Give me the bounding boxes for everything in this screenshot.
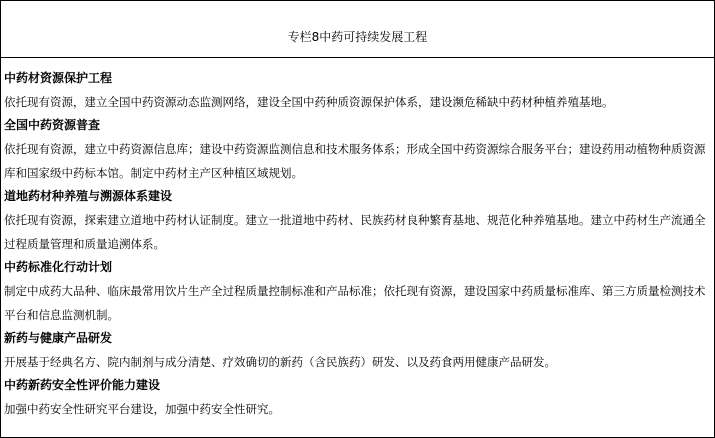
column-content [1,58,714,421]
section-body: 制定中成药大品种、临床最常用饮片生产全过程质量控制标准和产品标准；依托现有资源，建设国家中药质量标准库、第三方质量检测技术平台和信息监测机制。 [4,284,706,322]
section-authentic-herbs [4,185,714,256]
section-body: 依托现有资源，探索建立道地中药材认证制度。建立一批道地中药材、民族药材良种繁育基地、规范化种养殖基地。建立中药材生产流通全过程质量管理和质量追溯体系。 [4,213,706,251]
section-standardization [4,256,714,327]
section-body: 依托现有资源，建立中药资源信息库；建设中药资源监测信息和技术服务体系；形成全国中药资源综合服务平台；建设药用动植物种质资源库和国家级中药标本馆。制定中药材主产区种植区域规划。 [4,142,706,180]
section-body: 开展基于经典名方、院内制剂与成分清楚、疗效确切的新药（含民族药）研发、以及药食两用健康产品研发。 [4,355,556,369]
section-heading: 中药材资源保护工程 [4,71,113,85]
section-safety-evaluation [4,374,714,421]
section-new-drugs [4,327,714,374]
title-row [1,1,714,58]
section-body: 依托现有资源，建立全国中药资源动态监测网络，建设全国中药种质资源保护体系，建设濒危稀缺中药材种植养殖基地。 [4,95,614,109]
section-resource-survey [4,114,714,185]
section-heading: 全国中药资源普查 [4,118,101,132]
section-heading: 中药标准化行动计划 [4,260,113,274]
section-heading: 新药与健康产品研发 [4,331,113,345]
section-resource-protection [4,67,714,114]
column-title: 专栏8中药可持续发展工程 [287,30,428,44]
section-heading: 道地药材种养殖与溯源体系建设 [4,189,173,203]
section-heading: 中药新药安全性评价能力建设 [4,378,161,392]
section-body: 加强中药安全性研究平台建设，加强中药安全性研究。 [4,402,280,416]
